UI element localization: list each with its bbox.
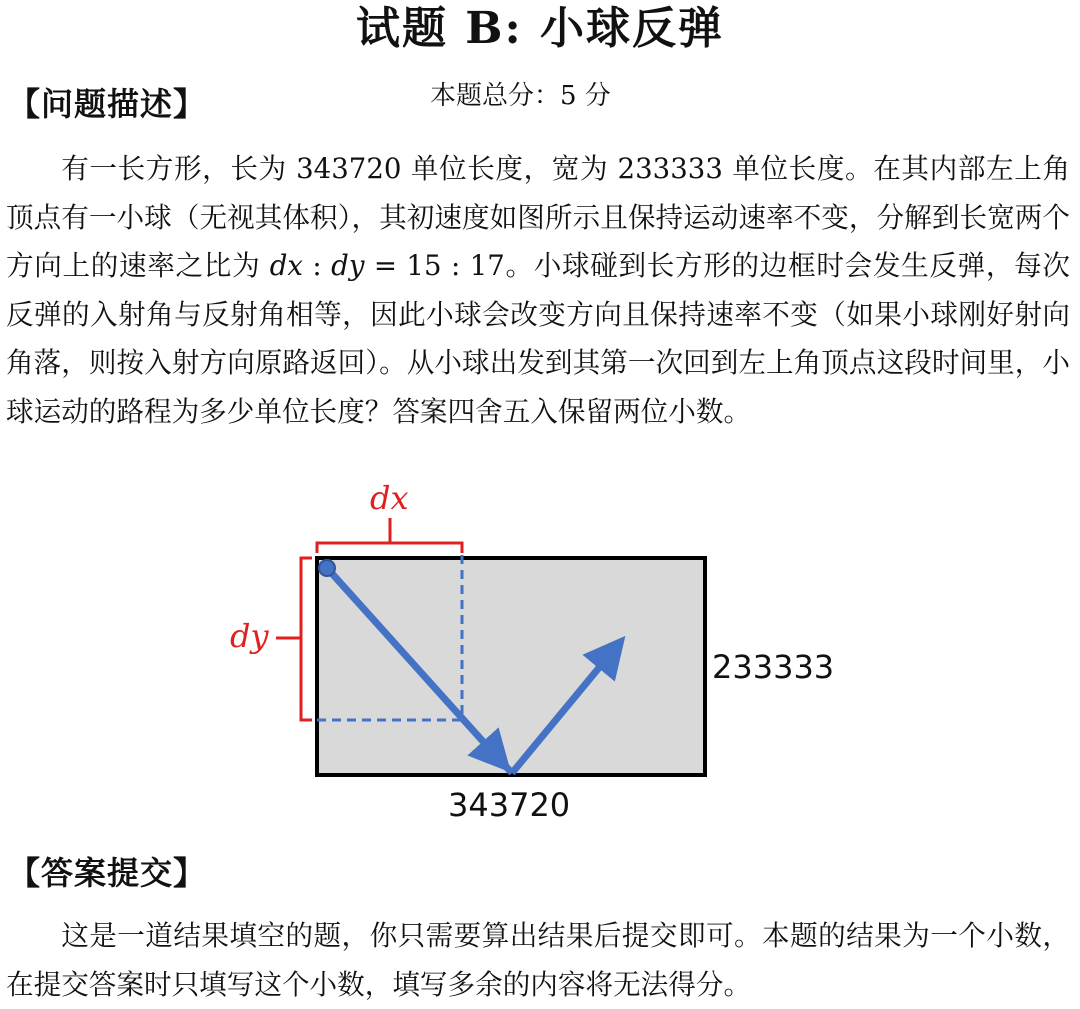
width-label: 343720 [448,786,571,824]
math-dx: dx [269,249,303,282]
description-ratio-colon: : [303,249,332,282]
ball [319,560,335,576]
dx-bracket [317,543,462,553]
answer-instructions: 这是一道结果填空的题，你只需要算出结果后提交即可。本题的结果为一个小数，在提交答案时只填写这个小数，填写多余的内容将无法得分。 [6,919,1070,1001]
height-label: 233333 [712,648,835,686]
dy-bracket [301,558,312,720]
dy-label: dy [230,617,269,655]
rectangle [317,558,705,775]
page-title: 试题 B: 小球反弹 [355,3,725,54]
dx-label: dx [370,479,409,517]
ball-bounce-figure [0,470,1080,830]
math-dy: dy [331,249,365,282]
description-text-2: = 15 : 17。小球碰到长方形的边框时会发生反弹，每次反弹的入射角与反射角相等，因此小球会改变方向且保持速率不变（如果小球刚好射向角落，则按入射方向原路返回）。从小球出发到其第一次回到左上角顶点这段时间里，小球运动的路程为多少单位长度？答案四舍五入保留两位小数。 [6,249,1070,428]
problem-heading: 【问题描述】 [8,85,207,123]
score-label: 本题总分：5 分 [430,81,611,111]
problem-description [6,145,1070,436]
description-text-1: 有一长方形，长为 343720 单位长度，宽为 233333 单位长度。在其内部左上角顶点有一小球（无视其体积），其初速度如图所示且保持运动速率不变，分解到长宽两个方向上的速率之比为 [6,152,1070,282]
answer-heading: 【答案提交】 [8,854,207,892]
